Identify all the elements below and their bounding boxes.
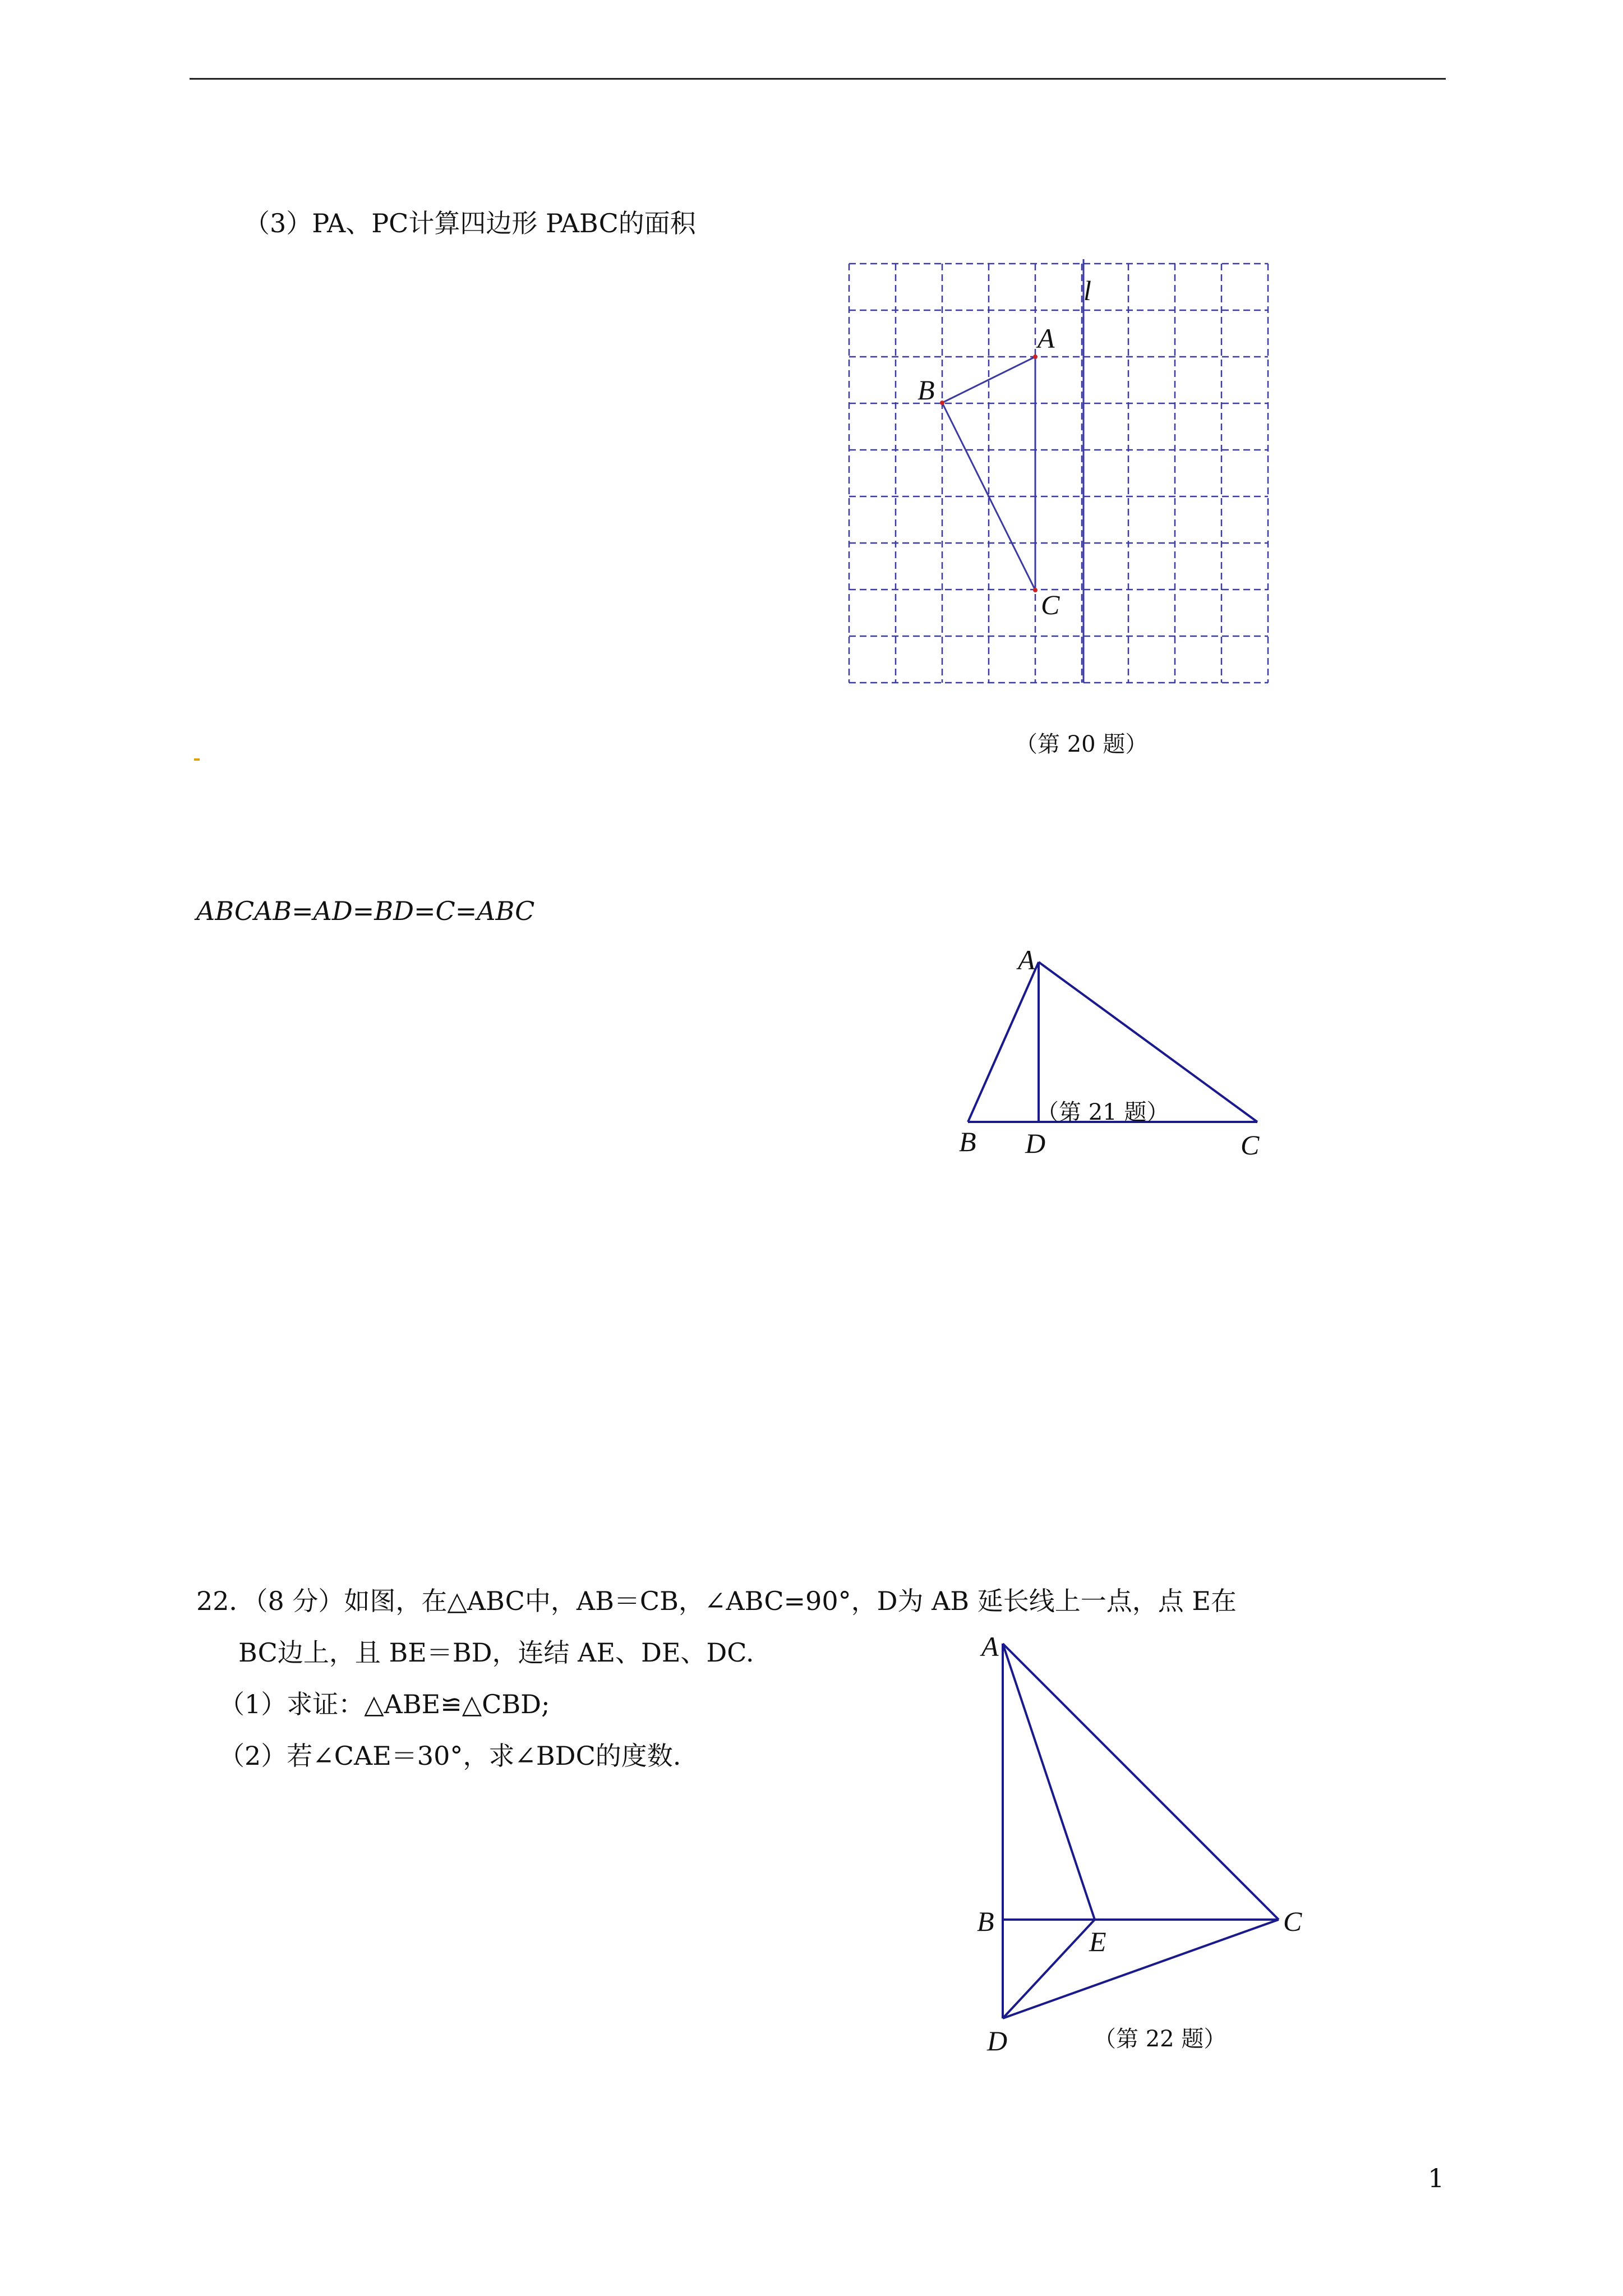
label-d: D	[987, 2025, 1008, 2056]
q20-caption: （第 20 题）	[1015, 731, 1148, 757]
q20-part3: （3）PA、PC计算四边形 PABC的面积	[244, 208, 696, 238]
label-d: D	[1025, 1128, 1046, 1159]
label-b: B	[917, 374, 935, 406]
segment-ac	[1003, 1644, 1279, 1920]
segment-ae	[1003, 1644, 1095, 1920]
label-l: l	[1083, 275, 1091, 306]
q22-line2: BC边上，且 BE＝BD，连结 AE、DE、DC.	[238, 1637, 754, 1668]
q21-line: ABCAB=AD=BD=C=ABC	[196, 896, 535, 926]
q22-line1: 22．（8 分）如图，在△ABC中，AB＝CB，∠ABC=90°，D为 AB 延长线上一点，点 E在	[196, 1586, 1237, 1616]
segment-de	[1003, 1920, 1095, 2018]
label-a: A	[1018, 944, 1035, 976]
label-c: C	[1283, 1906, 1302, 1937]
q22-part1: （1）求证：△ABE≌△CBD;	[219, 1689, 550, 1719]
q22-caption: （第 22 题）	[1094, 2026, 1227, 2052]
label-b: B	[977, 1906, 994, 1937]
q22-part2: （2）若∠CAE＝30°，求∠BDC的度数.	[219, 1741, 681, 1771]
label-b: B	[959, 1126, 976, 1157]
label-e: E	[1089, 1926, 1106, 1957]
page-number: 1	[1428, 2163, 1445, 2193]
label-a: A	[981, 1631, 999, 1662]
label-c: C	[1241, 1129, 1260, 1161]
q21-caption: （第 21 题）	[1036, 1099, 1169, 1125]
label-c: C	[1041, 589, 1060, 620]
label-a: A	[1038, 323, 1055, 354]
segment-dc	[1003, 1920, 1279, 2018]
